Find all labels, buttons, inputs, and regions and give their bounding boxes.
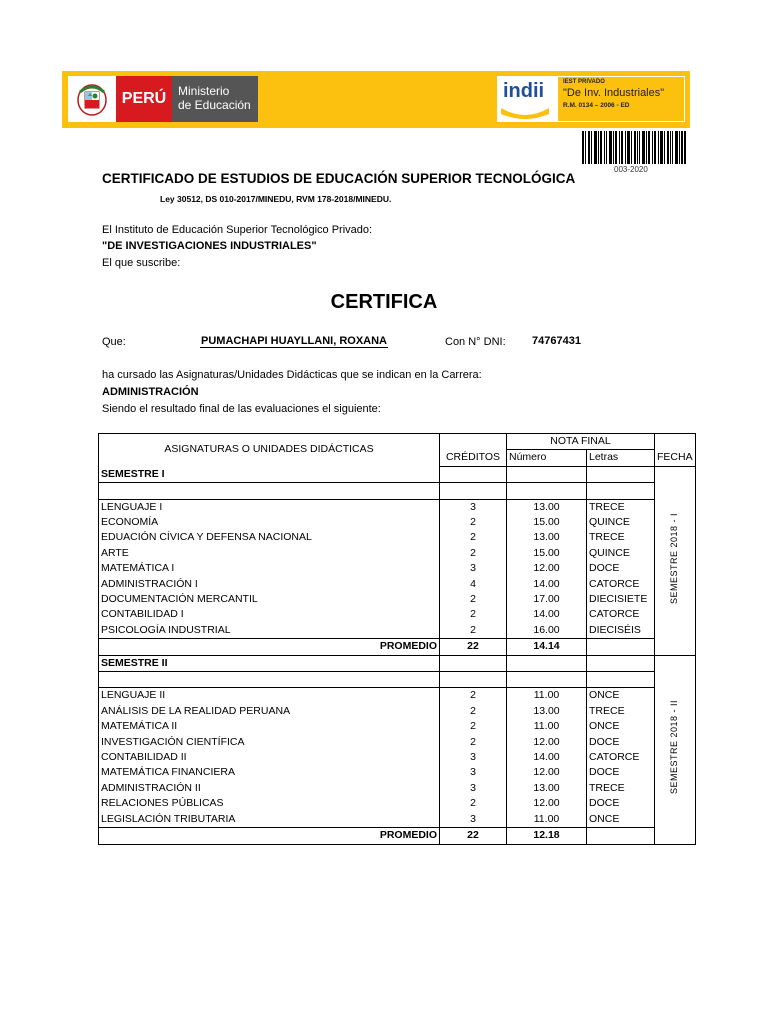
grades-table [98, 433, 696, 845]
table-row [99, 704, 696, 719]
grade-letters-cell: DIECISÉIS [587, 623, 655, 639]
table-row [99, 735, 696, 750]
credits-cell: 3 [440, 561, 507, 576]
credits-cell: 3 [440, 499, 507, 515]
ministry-line-1: Ministerio [178, 84, 230, 98]
grade-letters-cell: DOCE [587, 765, 655, 780]
grade-letters-cell: CATORCE [587, 750, 655, 765]
certifica-heading: CERTIFICA [330, 291, 438, 313]
semester-name: SEMESTRE I [99, 466, 440, 482]
credits-cell: 3 [440, 750, 507, 765]
grade-number-cell: 14.00 [507, 607, 587, 622]
grade-number-cell: 15.00 [507, 515, 587, 530]
law-reference: Ley 30512, DS 010-2017/MINEDU, RVM 178-2018/MINEDU. [160, 194, 392, 204]
credits-cell: 2 [440, 704, 507, 719]
blank-row [99, 483, 696, 499]
grade-letters-cell: TRECE [587, 781, 655, 796]
subject-cell: ADMINISTRACIÓN I [99, 577, 440, 592]
student-name: PUMACHAPI HUAYLLANI, ROXANA [201, 335, 387, 347]
subject-cell: LENGUAJE II [99, 688, 440, 704]
grade-letters-cell: CATORCE [587, 607, 655, 622]
promedio-label: PROMEDIO [99, 828, 440, 844]
promedio-row [99, 828, 696, 844]
subject-cell: RELACIONES PÚBLICAS [99, 796, 440, 811]
empty-cell [99, 672, 440, 688]
table-row [99, 530, 696, 545]
grade-letters-cell: DOCE [587, 796, 655, 811]
empty-cell [507, 655, 587, 671]
result-intro: Siendo el resultado final de las evaluaciones el siguiente: [102, 403, 381, 415]
empty-cell [440, 466, 507, 482]
credits-cell: 2 [440, 515, 507, 530]
subject-cell: MATEMÁTICA II [99, 719, 440, 734]
credits-cell: 4 [440, 577, 507, 592]
table-row [99, 577, 696, 592]
institute-name: "DE INVESTIGACIONES INDUSTRIALES" [102, 240, 317, 252]
letters-header: Letras [587, 450, 655, 466]
average-cell: 14.14 [507, 639, 587, 655]
subject-cell: INVESTIGACIÓN CIENTÍFICA [99, 735, 440, 750]
credits-cell: 2 [440, 796, 507, 811]
document-title: CERTIFICADO DE ESTUDIOS DE EDUCACIÓN SUPERIOR TECNOLÓGICA [102, 171, 576, 186]
que-label: Que: [102, 336, 126, 348]
credits-cell: 2 [440, 735, 507, 750]
grade-number-cell: 17.00 [507, 592, 587, 607]
grade-number-cell: 11.00 [507, 688, 587, 704]
grade-letters-cell: TRECE [587, 530, 655, 545]
table-row [99, 623, 696, 639]
barcode [582, 131, 686, 164]
empty-cell [440, 672, 507, 688]
grade-number-cell: 16.00 [507, 623, 587, 639]
credits-cell: 2 [440, 688, 507, 704]
subject-cell: DOCUMENTACIÓN MERCANTIL [99, 592, 440, 607]
subject-cell: MATEMÁTICA I [99, 561, 440, 576]
empty-cell [587, 466, 655, 482]
barcode-number: 003-2020 [614, 165, 648, 174]
subject-cell: ARTE [99, 546, 440, 561]
grade-number-cell: 12.00 [507, 735, 587, 750]
indii-wordmark: indii [503, 80, 545, 102]
grade-number-cell: 12.00 [507, 765, 587, 780]
career-name: ADMINISTRACIÓN [102, 386, 199, 398]
empty-cell [587, 655, 655, 671]
grade-letters-cell: DOCE [587, 561, 655, 576]
empty-cell [587, 828, 655, 844]
credits-cell: 2 [440, 530, 507, 545]
subject-cell: PSICOLOGÍA INDUSTRIAL [99, 623, 440, 639]
grade-letters-cell: QUINCE [587, 546, 655, 561]
table-row [99, 750, 696, 765]
grade-letters-cell: TRECE [587, 499, 655, 515]
total-credits-cell: 22 [440, 639, 507, 655]
subjects-header: ASIGNATURAS O UNIDADES DIDÁCTICAS [99, 434, 440, 467]
subject-cell: ECONOMÍA [99, 515, 440, 530]
subject-cell: ANÁLISIS DE LA REALIDAD PERUANA [99, 704, 440, 719]
grade-number-cell: 14.00 [507, 577, 587, 592]
semester-title-row [99, 466, 696, 482]
grade-number-cell: 11.00 [507, 812, 587, 828]
blank-row [99, 672, 696, 688]
credits-cell: 2 [440, 607, 507, 622]
subject-cell: ADMINISTRACIÓN II [99, 781, 440, 796]
semester-date-cell [655, 466, 696, 655]
iest-resolution: R.M. 0134 – 2006 - ED [563, 102, 630, 109]
iest-name: "De Inv. Industriales" [563, 87, 665, 99]
table-row [99, 607, 696, 622]
semester-date-label: SEMESTRE 2018 - II [669, 699, 680, 794]
grade-letters-cell: QUINCE [587, 515, 655, 530]
credits-cell: 2 [440, 623, 507, 639]
date-header-spacer [655, 434, 696, 450]
table-row [99, 499, 696, 515]
semester-date-label: SEMESTRE 2018 - I [669, 512, 680, 604]
number-header: Número [507, 450, 587, 466]
promedio-label: PROMEDIO [99, 639, 440, 655]
ministry-line-2: de Educación [178, 98, 251, 112]
grade-letters-cell: TRECE [587, 704, 655, 719]
subject-cell: CONTABILIDAD I [99, 607, 440, 622]
table-row [99, 546, 696, 561]
credits-cell: 3 [440, 781, 507, 796]
empty-cell [587, 672, 655, 688]
peru-label: PERÚ [116, 76, 172, 122]
promedio-row [99, 639, 696, 655]
subject-cell: LEGISLACIÓN TRIBUTARIA [99, 812, 440, 828]
table-row [99, 796, 696, 811]
empty-cell [440, 483, 507, 499]
empty-cell [440, 655, 507, 671]
grade-letters-cell: ONCE [587, 688, 655, 704]
grade-number-cell: 13.00 [507, 704, 587, 719]
table-row [99, 719, 696, 734]
grade-letters-cell: DOCE [587, 735, 655, 750]
grade-number-cell: 15.00 [507, 546, 587, 561]
semester-date-cell [655, 655, 696, 844]
peru-coat-of-arms-icon [68, 76, 116, 122]
average-cell: 12.18 [507, 828, 587, 844]
table-row [99, 781, 696, 796]
grade-number-cell: 13.00 [507, 499, 587, 515]
table-row [99, 515, 696, 530]
grade-number-cell: 14.00 [507, 750, 587, 765]
career-intro: ha cursado las Asignaturas/Unidades Didácticas que se indican en la Carrera: [102, 369, 482, 381]
grade-letters-cell: ONCE [587, 812, 655, 828]
subject-cell: EDUACIÓN CÍVICA Y DEFENSA NACIONAL [99, 530, 440, 545]
grade-number-cell: 13.00 [507, 530, 587, 545]
semesters-body [99, 466, 696, 844]
empty-cell [99, 483, 440, 499]
subject-cell: MATEMÁTICA FINANCIERA [99, 765, 440, 780]
total-credits-cell: 22 [440, 828, 507, 844]
credits-cell: 3 [440, 765, 507, 780]
table-row [99, 592, 696, 607]
iest-label: IEST PRIVADO [563, 79, 605, 85]
grade-letters-cell: DIECISIETE [587, 592, 655, 607]
semester-title-row [99, 655, 696, 671]
table-row [99, 812, 696, 828]
credits-header-spacer [440, 434, 507, 450]
credits-cell: 2 [440, 592, 507, 607]
credits-header: CRÉDITOS [440, 450, 507, 466]
empty-cell [587, 639, 655, 655]
table-row [99, 561, 696, 576]
table-row [99, 688, 696, 704]
grade-number-cell: 12.00 [507, 796, 587, 811]
credits-cell: 2 [440, 546, 507, 561]
grade-number-cell: 11.00 [507, 719, 587, 734]
grade-letters-cell: CATORCE [587, 577, 655, 592]
empty-cell [507, 483, 587, 499]
ministry-label [172, 76, 258, 122]
grade-number-cell: 13.00 [507, 781, 587, 796]
dni-value: 74767431 [532, 335, 581, 347]
dni-label: Con N° DNI: [445, 336, 506, 348]
table-header-row [99, 434, 696, 450]
final-grade-header: NOTA FINAL [507, 434, 655, 450]
subject-cell: LENGUAJE I [99, 499, 440, 515]
semester-name: SEMESTRE II [99, 655, 440, 671]
credits-cell: 3 [440, 812, 507, 828]
signer-text: El que suscribe: [102, 257, 181, 269]
date-header: FECHA [655, 450, 696, 466]
table-row [99, 765, 696, 780]
empty-cell [507, 672, 587, 688]
empty-cell [507, 466, 587, 482]
empty-cell [587, 483, 655, 499]
credits-cell: 2 [440, 719, 507, 734]
subject-cell: CONTABILIDAD II [99, 750, 440, 765]
grade-number-cell: 12.00 [507, 561, 587, 576]
grade-letters-cell: ONCE [587, 719, 655, 734]
institute-intro: El Instituto de Educación Superior Tecnológico Privado: [102, 224, 373, 236]
